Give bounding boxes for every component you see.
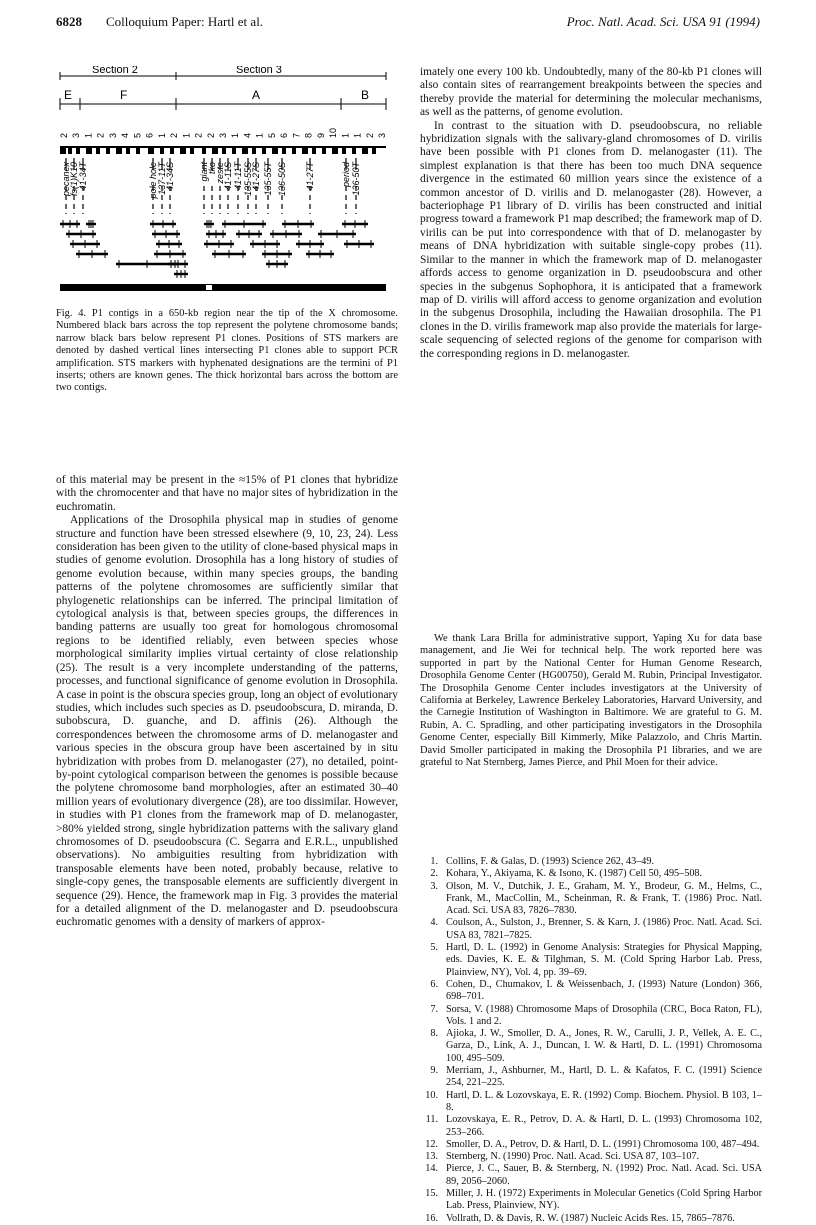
sts-marker-label: zeste	[215, 162, 225, 184]
reference-text: Ajioka, J. W., Smoller, D. A., Jones, R. W., Carulli, J. P., Vellek, A. E. C., Garza, D., Link, A. J., Duncan, I. W. & Hartl, D. L. (1991) Chromosoma 100, 495–509.	[446, 1028, 762, 1064]
reference-number: 1.	[430, 856, 438, 867]
reference-number: 4.	[430, 917, 438, 929]
band-number: 6	[279, 132, 290, 138]
band-number: 7	[291, 132, 302, 138]
paragraph: of this material may be present in the ≈15% of P1 clones that hybridize with the chromocenter and that have no major sites of hybridization in the euchromatin.	[56, 474, 398, 513]
sts-marker-label: 135-55S	[243, 162, 253, 197]
sts-marker-label: 41-11S	[223, 162, 233, 191]
journal-citation: Proc. Natl. Acad. Sci. USA 91 (1994)	[566, 14, 760, 29]
p1-contig-map	[56, 66, 396, 296]
running-header	[56, 14, 760, 36]
sts-marker-label: pecanex	[61, 162, 71, 197]
reference-number: 6.	[430, 978, 438, 990]
contig-bar	[60, 284, 386, 291]
reference-text: Sorsa, V. (1988) Chromosome Maps of Drosophila (CRC, Boca Raton, FL), Vols. 1 and 2.	[446, 1003, 762, 1027]
figure-caption	[56, 308, 398, 395]
band-number: 2	[193, 132, 204, 138]
reference-text: Smoller, D. A., Petrov, D. & Hartl, D. L. (1991) Chromosoma 100, 487–494.	[446, 1138, 760, 1150]
sts-marker-label: 41-34T	[78, 162, 88, 191]
band-number: 2	[169, 132, 180, 138]
sts-marker-label: 41-27T	[305, 162, 315, 191]
reference-text: Vollrath, D. & Davis, R. W. (1987) Nucleic Acids Res. 15, 7865–7876.	[446, 1212, 735, 1224]
reference-item	[420, 1213, 762, 1225]
reference-item	[420, 1139, 762, 1151]
reference-item	[420, 1028, 762, 1065]
reference-number: 14.	[425, 1163, 438, 1175]
band-number: 2	[59, 132, 69, 138]
reference-text: Kohara, Y., Akiyama, K. & Isono, K. (1987) Cell 50, 495–508.	[446, 868, 703, 880]
reference-item	[420, 868, 762, 880]
reference-text: Lozovskaya, E. R., Petrov, D. A. & Hartl, D. L. (1993) Chromosoma 102, 253–266.	[446, 1114, 762, 1138]
sts-marker-label: 41-34S	[165, 162, 175, 192]
reference-text: Olson, M. V., Dutchik, J. E., Graham, M. Y., Brodeur, G. M., Helms, C., Frank, M., MacCollin, M., Scheinman, R. & Frank, T. (1986) Proc. Natl. Acad. Sci. USA 83, 7826–7830.	[446, 880, 762, 917]
reference-number: 2.	[430, 868, 438, 880]
band-number: 1	[352, 132, 363, 138]
sts-marker-label: 41-27S	[251, 162, 261, 192]
reference-item	[420, 1151, 762, 1163]
band-number: 2	[364, 132, 375, 138]
paragraph: imately one every 100 kb. Undoubtedly, many of the 80-kb P1 clones will also contain sites of rearrangement breakpoints between the species and thereby provide the material for determining the molecular mechanisms, as well as the patterns, of genome evolution.	[420, 66, 762, 119]
reference-text: Hartl, D. L. (1992) in Genome Analysis: Strategies for Physical Mapping, eds. Davies, K. E. & Tilghman, S. M. (Cold Spring Harbor Lab. Press, Plainview, NY), Vol. 4, pp. 39–69.	[446, 942, 762, 978]
reference-list	[420, 856, 762, 1225]
reference-text: Coulson, A., Sulston, J., Brenner, S. & Karn, J. (1986) Proc. Natl. Acad. Sci. USA 83, 7821–7825.	[446, 917, 762, 941]
band-number: 2	[205, 132, 216, 138]
reference-text: Pierce, J. C., Sauer, B. & Sternberg, N. (1992) Proc. Natl. Acad. Sci. USA 89, 2056–2060.	[446, 1163, 762, 1187]
sts-marker-label: 136-50S	[277, 162, 287, 197]
reference-number: 3.	[430, 880, 438, 892]
band-number: 1	[83, 132, 94, 138]
band-number: 1	[181, 132, 192, 138]
band-number: 6	[144, 132, 155, 138]
reference-number: 13.	[425, 1151, 438, 1163]
band-number: 2	[95, 132, 106, 138]
reference-item	[420, 1188, 762, 1213]
reference-number: 15.	[425, 1188, 438, 1200]
reference-item	[420, 856, 762, 868]
reference-item	[420, 1004, 762, 1029]
division-B: B	[361, 88, 370, 102]
reference-text: Miller, J. H. (1972) Experiments in Molecular Genetics (Cold Spring Harbor Lab. Press, Plainview, NY).	[446, 1188, 762, 1212]
reference-number: 16.	[425, 1212, 438, 1224]
band-number: 1	[254, 132, 265, 138]
reference-text: Sternberg, N. (1990) Proc. Natl. Acad. Sci. USA 87, 103–107.	[446, 1151, 700, 1163]
sts-marker-label: tko	[207, 162, 217, 175]
division-F: F	[120, 88, 128, 102]
reference-item	[420, 1163, 762, 1188]
reference-text: Cohen, D., Chumakov, I. & Weissenbach, J. (1993) Nature (London) 366, 698–701.	[446, 978, 762, 1003]
band-number: 1	[340, 132, 351, 138]
sts-marker-label: 137-11T	[157, 162, 167, 195]
band-number: 3	[377, 132, 387, 138]
reference-text: Collins, F. & Galas, D. (1993) Science 262, 43–49.	[446, 856, 655, 867]
left-column-body	[56, 474, 398, 930]
division-E: E	[64, 88, 73, 102]
section-2-label: Section 2	[92, 66, 138, 76]
reference-number: 9.	[430, 1065, 438, 1077]
band-number: 5	[132, 132, 143, 138]
band-number: 3	[218, 132, 228, 138]
band-number: 10	[328, 127, 339, 138]
band-number: 3	[107, 132, 118, 138]
paragraph: Applications of the Drosophila physical map in studies of genome structure and function have been stressed elsewhere (9, 10, 23, 24). Less consideration has been given to the utility of clone-based physical maps in studies of genome evolution. Drosophila has a long history of studies of genome evolution because, within many species groups, the banding patterns of the polytene chromosomes are sufficiently similar that phylogenetic relationships can be inferred. The principal limitation of cytological analysis is that, between species groups, the differences in banding patterns are usually too great for homologous chromosomal regions to be identified reliably, even between species whose morphological similarity implies virtual certainty of close relationship (25). The result is a very incomplete understanding of the patterns, processes, and functional significance of genome evolution in Drosophila. A case in point is the obscura species group, long an object of evolutionary studies, which includes such species as D. pseudoobscura, D. miranda, D. subobscura, D. guanche, and D. affinis (26). Although the correspondences between the chromosome arms of D. melanogaster and various species in the obscura group have been ascertained by in situ hybridization with probes from D. melanogaster (27), no detailed, point-by-point cytological comparison between the genomes is possible because the polytene chromosome band morphologies, after an estimated 30–40 million years of evolutionary divergence (28), are too dissimilar. However, in studies with P1 clones from the framework map of D. melanogaster, >80% yielded strong, single hybridization patterns with the salivary gland chromosomes of D. pseudoobscura (C. Segarra and E.R.L., unpublished observations). No ambiguities resulting from hybridization with transposable elements have been noted, probably because, relative to single-copy genes, the transposable elements are sufficiently divergent in sequence (29). Hence, the framework map in Fig. 3 provides the material for a detailed alignment of the D. melanogaster and D. pseudoobscura euchromatic genomes with a density of markers of approx-	[56, 514, 398, 929]
sts-marker-label: giant	[199, 162, 209, 182]
reference-item	[420, 1065, 762, 1090]
reference-number: 7.	[430, 1003, 438, 1015]
sts-marker-label: 135-55T	[263, 162, 273, 196]
reference-text: Hartl, D. L. & Lozovskaya, E. R. (1992) Comp. Biochem. Physiol. B 103, 1–8.	[446, 1089, 762, 1113]
band-number: 1	[230, 132, 241, 138]
sts-marker-label: fs(1)K10	[69, 162, 79, 197]
reference-item	[420, 1090, 762, 1115]
reference-number: 11.	[425, 1114, 438, 1126]
sts-marker-label: period	[341, 162, 351, 188]
reference-number: 10.	[425, 1089, 438, 1101]
band-number: 4	[120, 132, 131, 138]
reference-number: 8.	[430, 1028, 438, 1040]
contig-gap	[206, 285, 212, 290]
acknowledgments: We thank Lara Brilla for administrative support, Yaping Xu for data base management, and Jie Wei for technical help. The work reported here was supported in part by the National Center for Human Genome Research, Drosophila Genome Center (HG00750), Gerald M. Rubin, Principal Investigator. The Drosophila Genome Center includes investigators at the University of California at Berkeley, Lawrence Berkeley Laboratories, Harvard University, and the Carnegie Institution of Washington in Baltimore. We are grateful to G. M. Rubin, A. C. Spradling, and other participating investigators in the Drosophila Genome Center, especially Bill Kimmerly, Mike Palazzolo, and Chris Martin. David Smoller participated in making the Drosophila P1 libraries, and we are grateful to Nat Sternberg, James Pierce, and Phil Moen for their advice.	[420, 633, 762, 769]
figure-4	[56, 66, 396, 296]
p1-clones	[60, 186, 374, 278]
paragraph: In contrast to the situation with D. pseudoobscura, no reliable hybridization signals with the salivary-gland chromosomes of D. virilis have been possible with P1 clones from D. melanogaster (11). The simplest explanation is that there has been too much DNA sequence divergence in the estimated 60 million years since the existence of a common ancestor of D. virilis and D. melanogaster (28). However, a bacteriophage P1 library of D. virilis has been constructed and initial progress toward a framework P1 map described; the framework map of D. virilis can be put into correspondence with that of D. melanogaster by means of DNA hybridization with suitable single-copy probes (11). Similar to the manner in which the framework map of D. melanogaster affords access to genome organization in D. pseudoobscura and other species in the subgenus Sophophora, it is anticipated that a framework map of D. virilis will afford access to genome organization and evolution in the subgenus Drosophila, including the Hawaiian drosophila. The P1 clones in the D. virilis framework map also provide the materials for large-scale sequencing of selected regions of the genome for comparison with the corresponding regions in D. melanogaster.	[420, 119, 762, 360]
sts-marker-label: 41-11T	[233, 162, 243, 190]
reference-item	[420, 881, 762, 918]
reference-number: 12.	[425, 1138, 438, 1150]
reference-item	[420, 979, 762, 1004]
band-number: 1	[156, 132, 167, 138]
band-number: 3	[71, 132, 82, 138]
page-number: 6828	[56, 14, 82, 29]
right-column-body	[420, 66, 762, 361]
caption-label: Fig. 4.	[56, 308, 87, 319]
section-3-label: Section 3	[236, 66, 282, 76]
reference-number: 5.	[430, 942, 438, 954]
reference-item	[420, 1114, 762, 1139]
sts-marker-labels	[61, 158, 361, 200]
reference-item	[420, 942, 762, 979]
division-A: A	[252, 88, 261, 102]
band-number: 5	[266, 132, 277, 138]
sts-marker-label: pole hole	[148, 162, 158, 199]
polytene-bands	[60, 146, 386, 154]
band-baseline	[60, 146, 386, 148]
band-number: 9	[315, 132, 326, 138]
band-number: 8	[303, 132, 314, 138]
sts-marker-label: 136-50T	[351, 162, 361, 196]
reference-item	[420, 917, 762, 942]
caption-text: P1 contigs in a 650-kb region near the tip of the X chromosome. Numbered black bars across the top represent the polytene chromosome bands; narrow black bars below represent P1 clones. Positions of STS markers are denoted by dashed vertical lines intersecting P1 clones able to support PCR amplification. STS markers with hyphenated designations are the termini of P1 inserts; others are known genes. The thick horizontal bars across the bottom are two contigs.	[56, 308, 398, 394]
band-number: 4	[242, 132, 253, 138]
reference-text: Merriam, J., Ashburner, M., Hartl, D. L. & Kafatos, F. C. (1991) Science 254, 221–225.	[446, 1065, 762, 1089]
running-title: Colloquium Paper: Hartl et al.	[106, 14, 264, 29]
band-number-labels	[59, 128, 387, 138]
